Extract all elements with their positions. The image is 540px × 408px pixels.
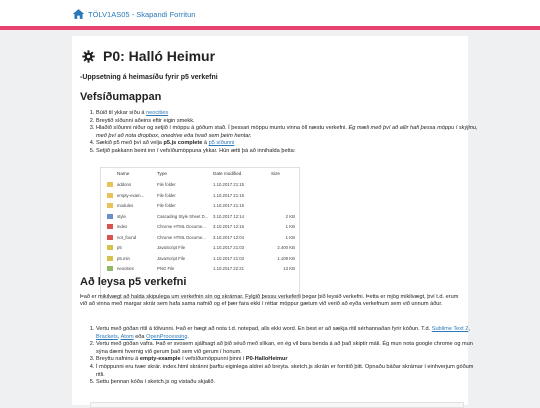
file-name: neocities: [117, 266, 134, 271]
file-row[interactable]: [101, 192, 301, 200]
file-date: 1.10.2017 21:15: [213, 203, 245, 208]
file-name: p5: [117, 245, 122, 250]
file-type: Chrome HTML Docume...: [157, 224, 206, 229]
brand-title[interactable]: TÖLV1AS05 - Skapandi Forritun: [88, 9, 196, 19]
list-item: 2. Breytið síðunni aðeins eftir eigin smekk.: [96, 118, 478, 126]
list-item: 5. Setjið pakkann beint inn í vefsíðumöppuna ykkar. Hún ætti þá að innihalda þetta:: [96, 148, 478, 156]
file-name: not_found: [117, 234, 137, 240]
file-name: index: [117, 224, 128, 229]
file-date: 3.10.2017 12:16: [213, 224, 245, 229]
file-type: File folder: [157, 203, 176, 208]
file-name: addons: [117, 182, 132, 187]
css-file-icon: [107, 214, 113, 219]
list-item: 3. Hlaðið síðunni niður og setjið í möppu á góðum stað. Í þessari möppu muntu vinna öll næstu verkefni. Ég mæli með því að allir hafi þessa möppu í skýjinu, með því að nota dropbox, onedrive eða hvað sem þeim hentar.: [96, 125, 478, 140]
file-type: PNG File: [157, 266, 175, 271]
list-item: 4. Sækið p5 með því að velja p5.js complete á p5 síðunni: [96, 140, 478, 148]
section-heading-solve: Að leysa p5 verkefni: [80, 276, 187, 288]
file-row[interactable]: [101, 223, 301, 231]
col-name: Name: [117, 171, 130, 176]
file-date: 1.10.2017 21:03: [213, 245, 245, 250]
col-type: Type: [157, 171, 167, 176]
page-title-text: P0: Halló Heimur: [103, 48, 216, 64]
file-name: style: [117, 213, 126, 219]
chrome-file-icon: [107, 224, 113, 229]
intro-paragraph: Það er mikilvægt að halda skipulega um verkefnin sín og skrárnar. Fylgið þessu verkeferli þegar þið leysið verkefni. Þetta er mjög mikilvægt, því t.d. erum við að vinna með margar skrár sem hafa sama nafnið og ef þær fara ekki í réttar möppur gætum við verið að eyða verkefnum sem við unnum áður.: [80, 294, 459, 308]
file-name: empty-exam...: [117, 192, 145, 198]
setup-steps-list: [80, 110, 478, 156]
content-card: [72, 36, 478, 405]
col-size: Size: [271, 171, 280, 176]
top-navbar: [0, 0, 540, 30]
file-name: modules: [117, 203, 134, 208]
file-row[interactable]: [101, 234, 301, 242]
file-size: 1 KB: [285, 234, 295, 240]
file-size: 2.400 KB: [277, 245, 295, 250]
file-row[interactable]: [101, 265, 301, 273]
list-item: 2. Vertu með góðan vafra. Það er svosem sjálfsagt að þið séuð með slíkan, en ég vil bara benda á að það skiptir máli. Ég mun nota google chrome og mun sýna dæmi hvernig við gerum það sem við gerum í honum.: [96, 341, 478, 356]
file-row[interactable]: [101, 255, 301, 263]
file-date: 3.10.2017 12:14: [213, 213, 245, 219]
sublime-link[interactable]: Sublime Text 2: [431, 326, 469, 332]
file-row[interactable]: [101, 202, 301, 210]
brackets-link[interactable]: Brackets: [96, 333, 118, 340]
page-subtitle: -Uppsetning á heimasíðu fyrir p5 verkefni: [80, 74, 218, 81]
workflow-steps-list: [80, 326, 478, 387]
file-date: 1.10.2017 22:21: [213, 266, 245, 271]
file-size: 13 KB: [283, 266, 295, 271]
brand-link[interactable]: [72, 8, 195, 20]
list-item: 4. Í möppunni eru tvær skrár. index.html skránni þarftu eiginlega aldrei að breyta. sketch.js skráin er forritið þitt. Opnaðu báðar skrárnar í einhverjum góðum ritli.: [96, 364, 478, 379]
folder-file-icon: [107, 182, 113, 187]
file-row[interactable]: [101, 244, 301, 252]
file-date: 3.10.2017 12:04: [213, 234, 245, 240]
file-size: 1.109 KB: [277, 255, 295, 261]
png-file-icon: [107, 266, 113, 271]
col-date: Date modified: [213, 171, 242, 176]
file-type: File folder: [157, 192, 176, 198]
file-date: 1.10.2017 21:15: [213, 182, 245, 187]
p5-site-link[interactable]: p5 síðunni: [208, 140, 235, 147]
file-date: 1.10.2017 21:15: [213, 192, 245, 198]
list-item: 3. Breyttu nafninu á empty-example í vefsíðumöppunni þinni í P0-HalloHeimur: [96, 356, 478, 364]
file-type: Chrome HTML Docume...: [157, 234, 206, 240]
chrome-file-icon: [107, 235, 113, 240]
js-file-icon: [107, 256, 113, 261]
file-row[interactable]: [101, 181, 301, 189]
folder-file-icon: [107, 193, 113, 198]
openprocessing-link[interactable]: OpenProcessing: [146, 333, 188, 340]
code-block: [90, 402, 464, 408]
section-heading-folder: Vefsíðumappan: [80, 91, 162, 103]
file-type: JavaScript File: [157, 245, 186, 250]
file-type: JavaScript File: [157, 255, 186, 261]
js-file-icon: [107, 245, 113, 250]
home-icon: [72, 8, 85, 20]
list-item: 1. Vertu með góðan ritil á tölvunni. Það er hægt að nota t.d. notepad, alls ekki word. En best er að sækja ritil sérhannaðan fyrir kóðun. T.d. Sublime Text 2, Brackets, Atom eða OpenProcessing.: [96, 326, 478, 341]
list-item: 5. Settu þennan kóða í sketch.js og vistaðu skjalið.: [96, 379, 478, 387]
file-size: 1 KB: [285, 224, 295, 229]
page-title: [82, 48, 215, 64]
file-type: Cascading Style Sheet D...: [157, 213, 209, 219]
file-type: File folder: [157, 182, 176, 187]
file-row[interactable]: [101, 213, 301, 221]
folder-file-icon: [107, 203, 113, 208]
list-item: 1. Búið til ykkar síðu á neocities: [96, 110, 478, 118]
explorer-header: [101, 171, 301, 179]
file-date: 1.10.2017 21:03: [213, 255, 245, 261]
atom-link[interactable]: Atom: [120, 333, 134, 340]
file-name: p5.min: [117, 255, 130, 261]
neocities-link[interactable]: neocities: [146, 110, 169, 116]
file-size: 2 KB: [285, 213, 295, 219]
gear-icon: [82, 50, 95, 63]
